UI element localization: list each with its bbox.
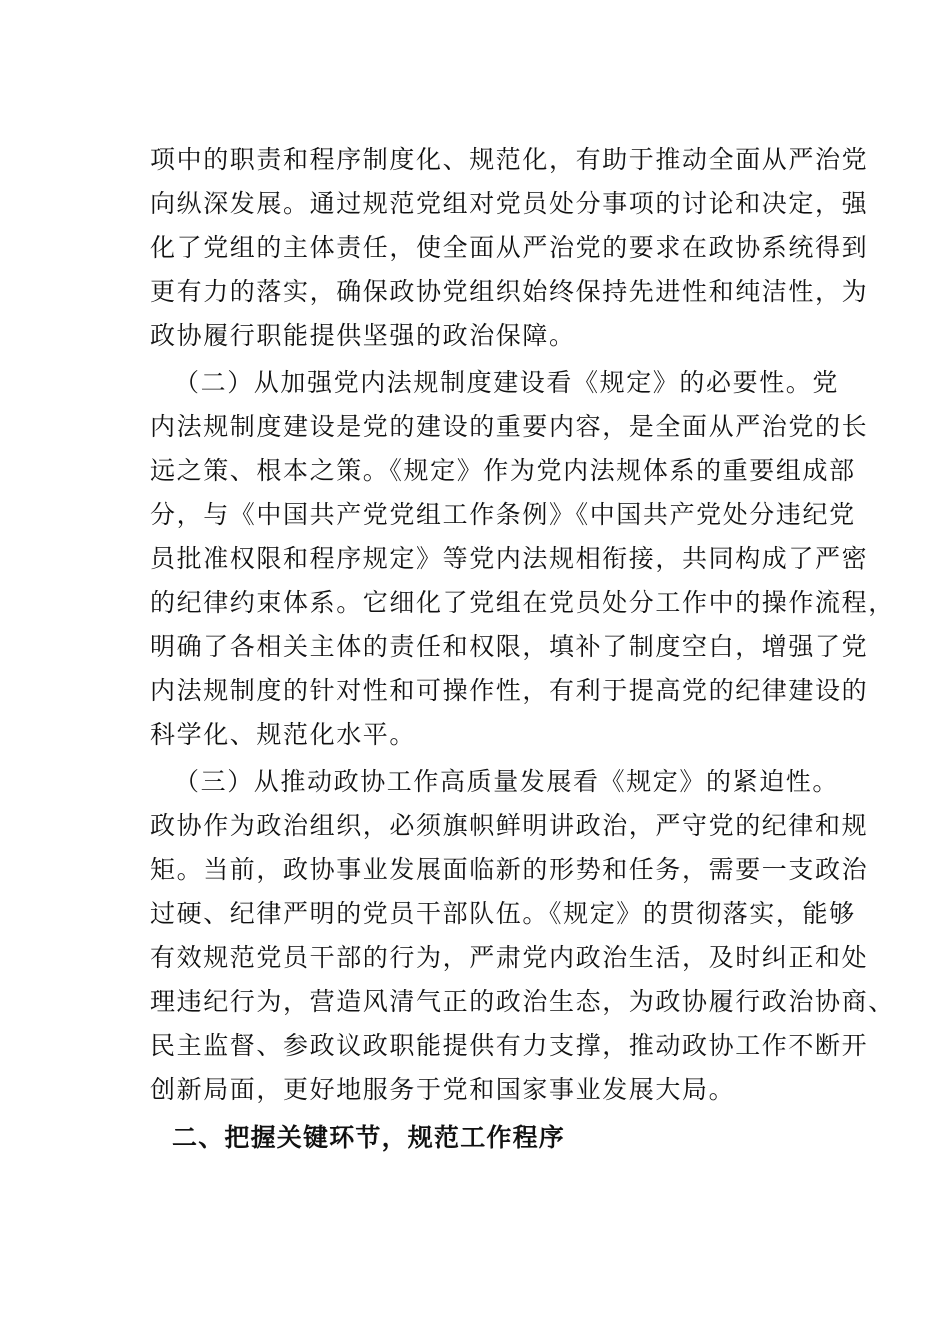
paragraph-line: 的纪律约束体系。它细化了党组在党员处分工作中的操作流程， bbox=[150, 588, 895, 617]
paragraph-line: 矩。当前，政协事业发展面临新的形势和任务，需要一支政治 bbox=[150, 855, 869, 884]
paragraph-line: 政协履行职能提供坚强的政治保障。 bbox=[150, 321, 576, 350]
paragraph-1 bbox=[150, 138, 869, 358]
paragraph-line: 员批准权限和程序规定》等党内法规相衔接，共同构成了严密 bbox=[150, 544, 869, 573]
paragraph-line: 政协作为政治组织，必须旗帜鲜明讲政治，严守党的纪律和规 bbox=[150, 811, 869, 840]
paragraph-line: 向纵深发展。通过规范党组对党员处分事项的讨论和决定，强 bbox=[150, 189, 869, 218]
paragraph-line: 化了党组的主体责任，使全面从严治党的要求在政协系统得到 bbox=[150, 233, 869, 262]
paragraph-line: 有效规范党员干部的行为，严肃党内政治生活，及时纠正和处 bbox=[150, 943, 869, 972]
paragraph-line: 创新局面，更好地服务于党和国家事业发展大局。 bbox=[150, 1075, 736, 1104]
paragraph-line: 理违纪行为，营造风清气正的政治生态，为政协履行政治协商、 bbox=[150, 987, 895, 1016]
paragraph-line: 过硬、纪律严明的党员干部队伍。《规定》的贯彻落实，能够 bbox=[150, 899, 856, 928]
section-heading-block bbox=[150, 1116, 840, 1160]
paragraph-line: 民主监督、参政议政职能提供有力支撑，推动政协工作不断开 bbox=[150, 1031, 869, 1060]
paragraph-line: 更有力的落实，确保政协党组织始终保持先进性和纯洁性，为 bbox=[150, 277, 869, 306]
paragraph-2 bbox=[150, 361, 895, 757]
paragraph-line: 内法规制度的针对性和可操作性，有利于提高党的纪律建设的 bbox=[150, 676, 869, 705]
paragraph-line: 科学化、规范化水平。 bbox=[150, 720, 417, 749]
paragraph-line: 内法规制度建设是党的建设的重要内容，是全面从严治党的长 bbox=[150, 412, 869, 441]
paragraph-line: 项中的职责和程序制度化、规范化，有助于推动全面从严治党 bbox=[150, 145, 869, 174]
paragraph-line: 明确了各相关主体的责任和权限，填补了制度空白，增强了党 bbox=[150, 632, 869, 661]
section-heading: 二、把握关键环节，规范工作程序 bbox=[172, 1123, 566, 1152]
paragraph-line: （二）从加强党内法规制度建设看《规定》的必要性。党 bbox=[174, 368, 840, 397]
paragraph-line: （三）从推动政协工作高质量发展看《规定》的紧迫性。 bbox=[174, 767, 840, 796]
paragraph-line: 分，与《中国共产党党组工作条例》《中国共产党处分违纪党 bbox=[150, 500, 856, 529]
paragraph-line: 远之策、根本之策。《规定》作为党内法规体系的重要组成部 bbox=[150, 456, 856, 485]
paragraph-3 bbox=[150, 760, 895, 1112]
